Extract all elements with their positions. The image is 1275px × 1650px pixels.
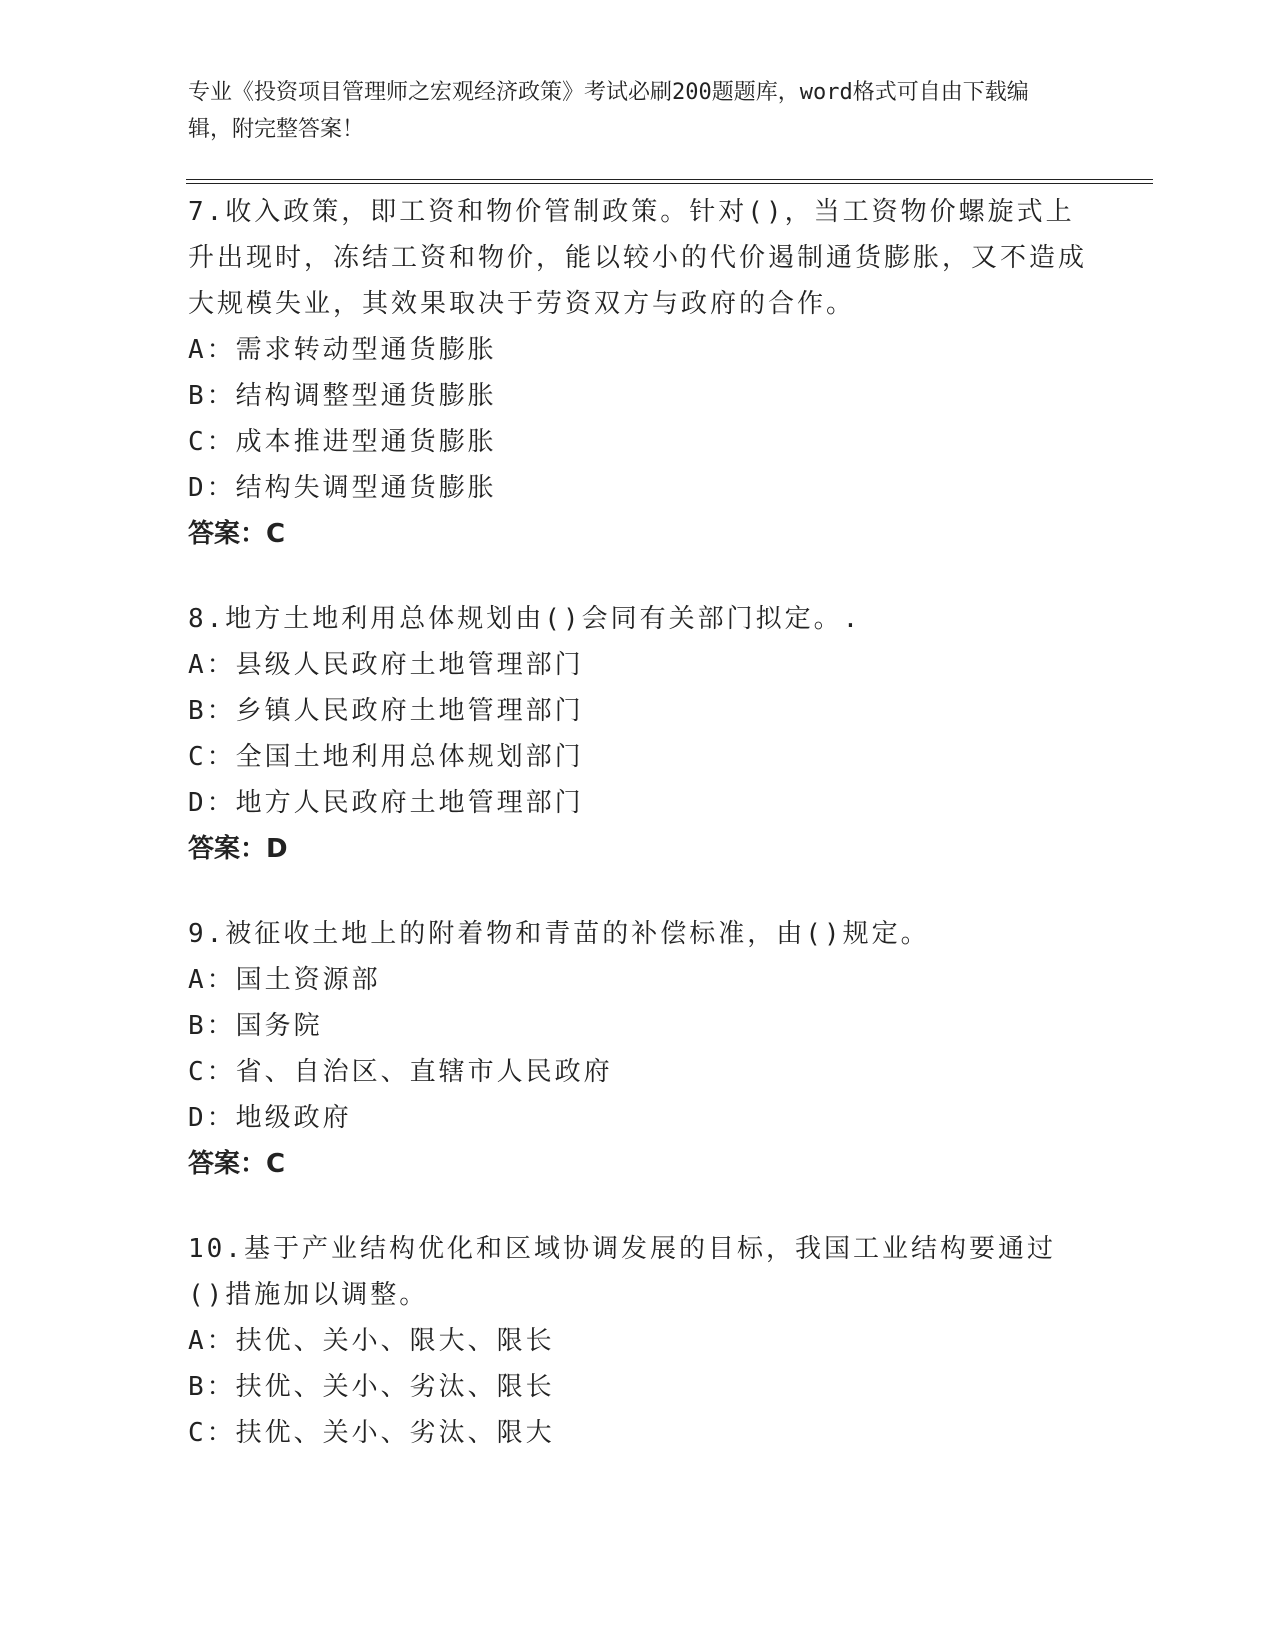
question-8 bbox=[188, 596, 1088, 872]
option-c: C：全国土地利用总体规划部门 bbox=[188, 742, 584, 772]
option-b: B：结构调整型通货膨胀 bbox=[188, 381, 497, 411]
header-divider-bottom bbox=[186, 183, 1153, 184]
option-a: A：县级人民政府土地管理部门 bbox=[188, 650, 584, 680]
question-7 bbox=[188, 189, 1088, 557]
question-9 bbox=[188, 911, 1088, 1187]
option-b: B：国务院 bbox=[188, 1011, 323, 1041]
option-a: A：需求转动型通货膨胀 bbox=[188, 335, 497, 365]
option-d: D：地级政府 bbox=[188, 1103, 352, 1133]
option-d: D：结构失调型通货膨胀 bbox=[188, 473, 497, 503]
option-a: A：扶优、关小、限大、限长 bbox=[188, 1326, 555, 1356]
option-d: D：地方人民政府土地管理部门 bbox=[188, 788, 584, 818]
answer: 答案：C bbox=[188, 1149, 286, 1179]
answer: 答案：D bbox=[188, 834, 288, 864]
question-text: 10.基于产业结构优化和区域协调发展的目标，我国工业结构要通过()措施加以调整。 bbox=[188, 1234, 1056, 1310]
question-list bbox=[188, 189, 1088, 1495]
option-c: C：省、自治区、直辖市人民政府 bbox=[188, 1057, 613, 1087]
option-b: B：乡镇人民政府土地管理部门 bbox=[188, 696, 584, 726]
option-b: B：扶优、关小、劣汰、限长 bbox=[188, 1372, 555, 1402]
option-c: C：成本推进型通货膨胀 bbox=[188, 427, 497, 457]
option-c: C：扶优、关小、劣汰、限大 bbox=[188, 1418, 555, 1448]
question-10 bbox=[188, 1226, 1088, 1456]
option-a: A：国土资源部 bbox=[188, 965, 381, 995]
question-text: 7.收入政策，即工资和物价管制政策。针对()，当工资物价螺旋式上升出现时，冻结工资和物价，能以较小的代价遏制通货膨胀，又不造成大规模失业，其效果取决于劳资双方与政府的合作。 bbox=[188, 197, 1088, 319]
question-text: 8.地方土地利用总体规划由()会同有关部门拟定。. bbox=[188, 604, 862, 634]
question-text: 9.被征收土地上的附着物和青苗的补偿标准，由()规定。 bbox=[188, 919, 930, 949]
document-header: 专业《投资项目管理师之宏观经济政策》考试必刷200题题库，word格式可自由下载编辑，附完整答案！ bbox=[188, 80, 1029, 142]
header-divider-top bbox=[186, 179, 1153, 180]
answer: 答案：C bbox=[188, 519, 286, 549]
